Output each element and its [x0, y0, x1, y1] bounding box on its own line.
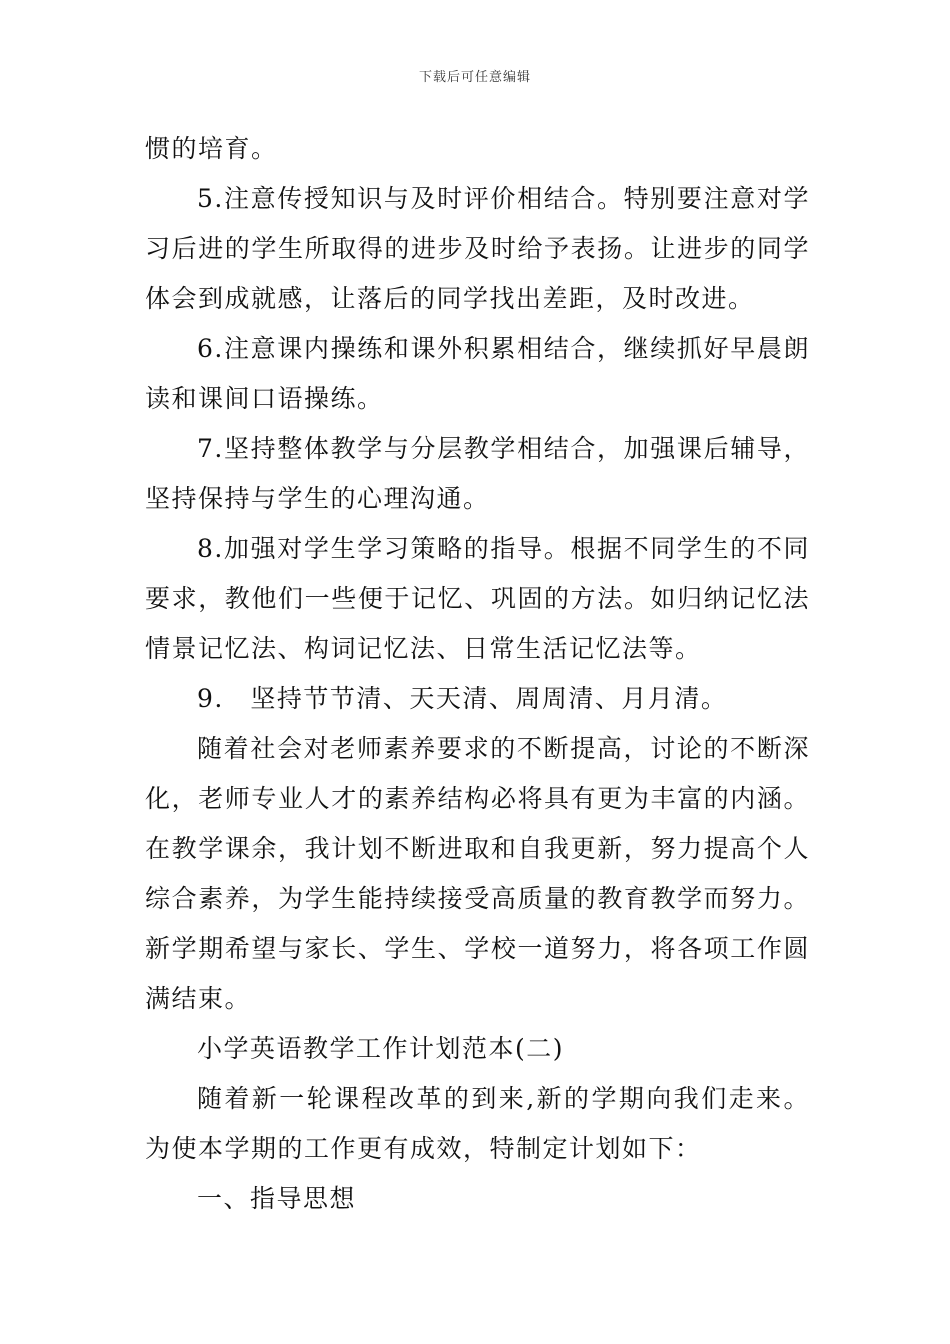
paragraph-intro: 随着新一轮课程改革的到来,新的学期向我们走来。为使本学期的工作更有成效，特制定计划如下：	[145, 1084, 810, 1163]
paragraph-item-8: 8.加强对学生学习策略的指导。根据不同学生的不同要求，教他们一些便于记忆、巩固的方法。如归纳记忆法情景记忆法、构词记忆法、日常生活记忆法等。	[145, 534, 810, 663]
section-title: 小学英语教学工作计划范本(二)	[197, 1034, 565, 1063]
paragraph-item-5: 5.注意传授知识与及时评价相结合。特别要注意对学习后进的学生所取得的进步及时给予表扬。让进步的同学体会到成就感，让落后的同学找出差距，及时改进。	[145, 184, 810, 313]
paragraph-item-7: 7.坚持整体教学与分层教学相结合，加强课后辅导，坚持保持与学生的心理沟通。	[145, 434, 810, 513]
paragraph-item-6: 6.注意课内操练和课外积累相结合，继续抓好早晨朗读和课间口语操练。	[145, 334, 810, 413]
paragraph-continuation: 惯的培育。	[145, 134, 278, 163]
document-body	[145, 124, 810, 1224]
paragraph-item-9: 9. 坚持节节清、天天清、周周清、月月清。	[197, 684, 728, 713]
paragraph-conclusion: 随着社会对老师素养要求的不断提高，讨论的不断深化，老师专业人才的素养结构必将具有更为丰富的内涵。在教学课余，我计划不断进取和自我更新，努力提高个人综合素养，为学生能持续接受高质量的教育教学而努力。新学期希望与家长、学生、学校一道努力，将各项工作圆满结束。	[145, 734, 810, 1013]
heading-guiding-thought: 一、指导思想	[197, 1184, 357, 1213]
header-note: 下载后可任意编辑	[418, 70, 531, 85]
